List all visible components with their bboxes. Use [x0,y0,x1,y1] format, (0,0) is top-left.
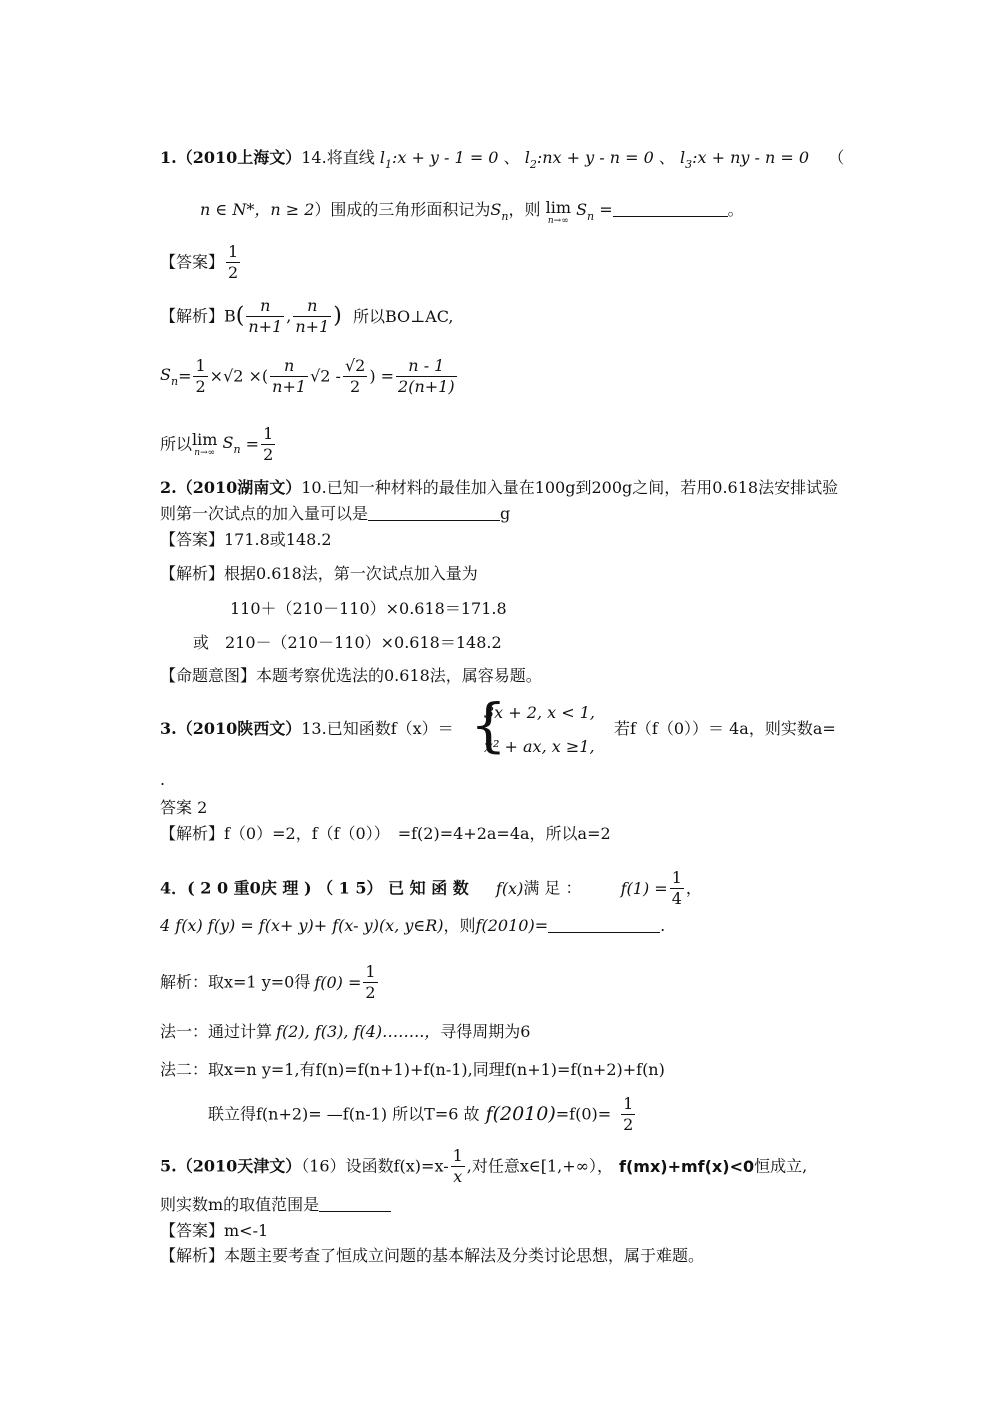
inequality: f(mx)+mf(x)<0 [619,1156,755,1176]
sep-2: 、 [658,148,675,167]
method-2: 法二：取x=n y=1,有f(n)=f(n+1)+f(n-1),同理f(n+1)=f(n+2)+f(n) [160,1060,665,1079]
case-1: 3x + 2, x < 1, [484,703,595,722]
case-2: x² + ax, x ≥1, [484,737,595,756]
sol4-lead: 解析：取x=1 y=0得 [160,972,311,992]
method-2-f2010: f(2010) [485,1103,556,1125]
problem-4-label: 4．( 2 0 重0庆 理 ) （ 1 5） 已 知 函 数 [160,878,469,898]
sn-formula: $S_n$ [160,364,179,388]
limit-expression: lim n→∞ [545,198,571,226]
conclusion-lead: 所以 [160,434,193,454]
n-fraction: $\frac{n}{n+1}$ [272,356,307,396]
solution-2: 【解析】根据0.618法，第一次试点加入量为 [160,564,478,583]
answer-1 [160,242,242,283]
sol4-fraction: $\frac{1}{2}$ [365,962,376,1002]
equals: = [178,366,192,386]
problem-5-number: 5. [160,1156,177,1176]
problem-3-number: 3. [160,719,177,738]
satisfy: 满 足 ： [523,878,582,898]
problem-3-condition: 若f（f（0））＝ 4a，则实数a= [614,719,836,738]
answer-fraction: $\frac{1}{2}$ [228,242,239,282]
answer-label: 【答案】 [160,252,225,272]
close-equals: ) = [369,366,395,386]
f2010: f(2010)= [475,916,549,935]
method-1 [160,1024,530,1040]
condition: n ∈ N*，n ≥ 2 [200,200,315,219]
answer-blank-4 [548,918,660,933]
conclusion-fraction: $\frac{1}{2}$ [263,424,274,464]
reciprocal-fraction: $\frac{1}{x}$ [452,1146,463,1186]
calc-2: 或 210－（210－110）×0.618＝148.2 [193,633,502,652]
sep-1: 、 [503,148,520,167]
problem-1-qno: 14. [301,148,327,167]
half-fraction: $\frac{1}{2}$ [195,356,206,396]
point-b: B [224,306,236,326]
problem-5-source: （2010天津文） [176,1156,302,1176]
mid-text: ）围成的三角形面积记为 [314,200,491,219]
answer-3: 答案 2 [160,798,208,817]
problem-2-text: 10.已知一种材料的最佳加入量在100g到200g之间，若用0.618法安排试验 [301,478,839,497]
solution-1: 【解析】B( $\frac{n}{n+1}$ , $\frac{n}{n+1}$ ) 所以BO⊥AC, [160,296,454,336]
line-l2: $l_2$ [524,148,537,171]
problem-3-text: 13.已知函数f（x）＝ [301,719,454,738]
func-eq: 4 f(x) f(y) = f(x+ y)+ f(x- y)(x, y∈R) [160,916,444,935]
line-l3-eq: :x + ny - n = 0 [692,148,810,167]
line-l2-eq: :nx + y - n = 0 [536,148,654,167]
problem-5-line-1 [160,1146,807,1187]
paren-open: （ [828,148,845,167]
problem-5-text-2: ,对任意x∈[1,+∞）， [466,1156,613,1176]
method-1-lead: 法一：通过计算 [160,1022,273,1041]
answer-blank-5 [319,1197,391,1212]
bo-perp-ac: 所以BO⊥AC, [352,306,454,326]
problem-4-header [160,868,702,909]
problem-1-lead: 将直线 [326,148,375,167]
calc-1: 110＋（210－110）×0.618＝171.8 [230,599,507,618]
answer-2: 【答案】171.8或148.2 [160,530,332,549]
sn-limit: $S_n$ [576,200,595,223]
problem-3-dot: . [160,770,166,789]
problem-3-line [160,721,454,737]
problem-2-line-2 [160,506,510,522]
method-2-b-text: 联立得f(n+2)= —f(n-1) 所以T=6 故 [208,1104,480,1124]
solution-4 [160,962,380,1003]
unit-g: g [500,504,511,523]
fx: f(x) [495,878,524,898]
then-4: ，则 [443,916,476,935]
f1-fraction: $\frac{1}{4}$ [671,868,682,908]
b-y-fraction: $\frac{n}{n+1}$ [295,296,330,336]
sn: $S_n$ [490,200,509,223]
sqrt-two-minus: √2 - [310,366,341,386]
problem-1-source: （2010上海文） [176,148,302,167]
problem-1-line-2: n ∈ N*，n ≥ 2）围成的三角形面积记为$S_n$，则 lim n→∞ $S_n$ = 。 [200,198,744,226]
method-2-b [208,1094,637,1135]
method-2-fraction: $\frac{1}{2}$ [623,1094,634,1134]
problem-1-line-1 [160,150,844,170]
area-formula [160,356,459,397]
conclusion-sn: $S_n$ [222,432,241,456]
times-sqrt: ×√2 ×( [209,366,269,386]
answer-5: 【答案】m<-1 [160,1221,269,1240]
f1: f(1) = [620,878,668,898]
solution-5: 【解析】本题主要考查了恒成立问题的基本解法及分类讨论思想，属于难题。 [160,1246,705,1265]
answer-blank-2 [368,506,500,521]
solution-3: 【解析】f（0）=2，f（f（0）） =f(2)=4+2a=4a，所以a=2 [160,824,611,843]
answer-blank [613,202,728,217]
problem-5-tail: 恒成立, [754,1156,808,1176]
problem-1-number: 1. [160,148,177,167]
line-l1: $l_1$ [379,148,392,171]
problem-2-source: （2010湖南文） [176,478,302,497]
conclusion-1 [160,424,277,465]
problem-2-line-1 [160,480,838,496]
problem-2-number: 2. [160,478,177,497]
solution-label: 【解析】 [160,306,225,326]
line-l1-eq: :x + y - 1 = 0 [391,148,499,167]
piecewise-brace: { [470,691,507,759]
problem-2-text-2: 则第一次试点的加入量可以是 [160,504,369,523]
method-1-tail: 寻得周期为6 [440,1022,531,1041]
comma: ， [685,878,702,898]
problem-5-line-2 [160,1197,391,1213]
problem-5-text: （16）设函数f(x)=x- [301,1156,449,1176]
sqrt-two-half: $\frac{√2}{2}$ [344,356,366,396]
intent-2: 【命题意图】本题考察优选法的0.618法，属容易题。 [160,666,542,685]
problem-3-source: （2010陕西文） [176,719,302,738]
problem-5-text-3: 则实数m的取值范围是 [160,1195,320,1214]
conclusion-limit: lim n→∞ [192,429,218,458]
method-1-values: f(2), f(3), f(4)……..， [276,1022,441,1041]
result-fraction: $\frac{n - 1}{2(n+1)}$ [398,356,455,396]
b-x-fraction: $\frac{n}{n+1}$ [248,296,283,336]
then-text: ，则 [508,200,541,219]
functional-equation [160,918,665,934]
conclusion-equals: = [245,434,260,454]
line-l3: $l_3$ [680,148,693,171]
sol4-f0: f(0) = [314,972,362,992]
tail: 。 [727,200,744,219]
method-2-tail: =f(0)= [555,1104,612,1124]
period: . [660,916,666,935]
